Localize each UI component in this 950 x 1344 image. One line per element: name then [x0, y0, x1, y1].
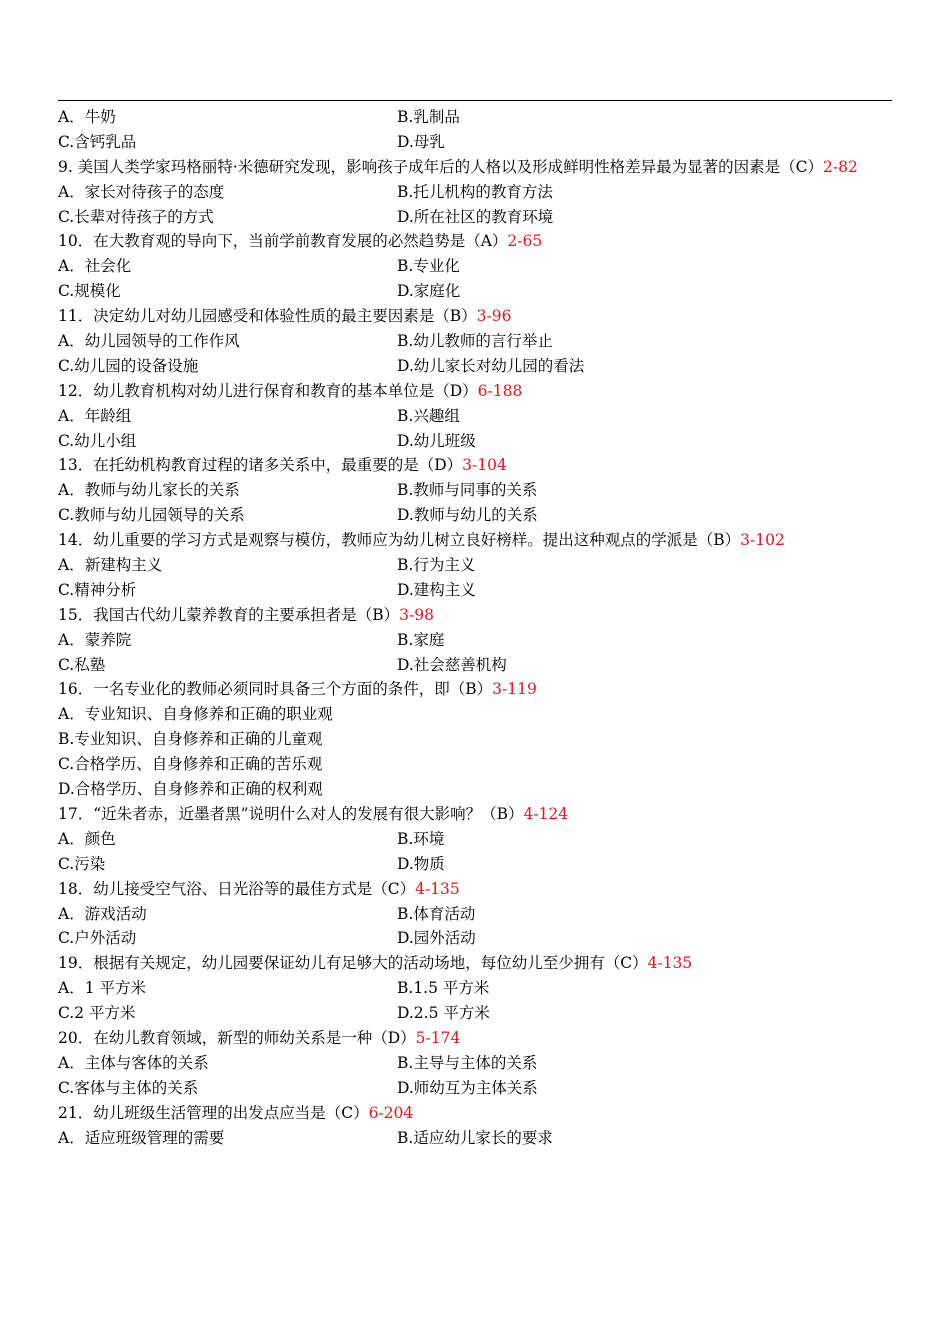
page-reference: 2-65: [507, 232, 543, 251]
header-rule: [58, 100, 892, 101]
option-left: C.污染: [58, 854, 106, 873]
question-stem: [58, 677, 898, 702]
option-row: [58, 180, 898, 205]
option-row: [58, 628, 898, 653]
page-reference: 6-204: [368, 1103, 414, 1122]
option-left: C.规模化: [58, 282, 121, 301]
option-row: [58, 1076, 898, 1101]
option-right: D.幼儿班级: [397, 431, 476, 450]
option-right: D.园外活动: [397, 929, 476, 948]
option-left: A．蒙养院: [58, 630, 132, 649]
option-right: D.所在社区的教育环境: [397, 207, 554, 226]
option-left: C.幼儿小组: [58, 431, 137, 450]
question-text: 12．幼儿教育机构对幼儿进行保育和教育的基本单位是（D）: [58, 381, 478, 400]
question-stem: [58, 1026, 898, 1051]
option-row: [58, 702, 898, 727]
question-stem: [58, 304, 898, 329]
option-right: B.环境: [397, 829, 445, 848]
question-text: 18．幼儿接受空气浴、日光浴等的最佳方式是（C）: [58, 879, 416, 898]
option-row: [58, 752, 898, 777]
option-row: [58, 130, 898, 155]
option-right: D.母乳: [397, 132, 445, 151]
option-row: [58, 329, 898, 354]
question-list: [58, 105, 898, 1150]
option-right: D.社会慈善机构: [397, 655, 507, 674]
option-right: B.托儿机构的教育方法: [397, 182, 553, 201]
question-stem: [58, 951, 898, 976]
question-stem: [58, 453, 898, 478]
option-right: D.幼儿家长对幼儿园的看法: [397, 356, 585, 375]
option-left: A．社会化: [58, 257, 132, 276]
question-text: 13．在托幼机构教育过程的诸多关系中，最重要的是（D）: [58, 456, 463, 475]
question-stem: [58, 1101, 898, 1126]
question-stem: [58, 379, 898, 404]
option-row: [58, 279, 898, 304]
page-reference: 5-174: [415, 1028, 461, 1047]
option-left: A．主体与客体的关系: [58, 1053, 209, 1072]
option-left: A．幼儿园领导的工作作风: [58, 332, 240, 351]
option-left: C.户外活动: [58, 929, 137, 948]
option-left: A．适应班级管理的需要: [58, 1128, 225, 1147]
page-reference: 6-188: [477, 381, 523, 400]
option-full: A．专业知识、自身修养和正确的职业观: [58, 705, 333, 724]
question-text: 20．在幼儿教育领域，新型的师幼关系是一种（D）: [58, 1028, 416, 1047]
option-row: [58, 205, 898, 230]
page-reference: 3-104: [462, 456, 507, 475]
page-reference: 4-135: [647, 954, 693, 973]
option-full: C.合格学历、自身修养和正确的苦乐观: [58, 755, 323, 774]
option-row: [58, 254, 898, 279]
option-left: C.2 平方米: [58, 1004, 136, 1023]
option-left: C.精神分析: [58, 580, 137, 599]
option-right: D.教师与幼儿的关系: [397, 506, 538, 525]
option-row: [58, 105, 898, 130]
option-row: [58, 578, 898, 603]
option-row: [58, 478, 898, 503]
option-right: B.幼儿教师的言行举止: [397, 332, 553, 351]
option-left: A．颜色: [58, 829, 116, 848]
option-left: A．牛奶: [58, 108, 116, 126]
option-row: [58, 429, 898, 454]
option-right: B.体育活动: [397, 904, 476, 923]
option-right: D.家庭化: [397, 282, 461, 301]
option-left: C.教师与幼儿园领导的关系: [58, 506, 245, 525]
option-right: B.行为主义: [397, 556, 476, 575]
page-reference: 3-98: [399, 605, 434, 624]
option-full: B.专业知识、自身修养和正确的儿童观: [58, 730, 323, 749]
option-row: [58, 852, 898, 877]
option-left: A．教师与幼儿家长的关系: [58, 481, 240, 500]
option-row: [58, 1051, 898, 1076]
question-stem: [58, 528, 898, 553]
option-right: B.专业化: [397, 257, 460, 276]
option-right: B.适应幼儿家长的要求: [397, 1128, 553, 1147]
page-reference: 3-96: [476, 307, 512, 326]
option-left: C.长辈对待孩子的方式: [58, 207, 214, 226]
page-reference: 4-124: [523, 804, 569, 823]
question-text: 15．我国古代幼儿蒙养教育的主要承担者是（B）: [58, 605, 400, 624]
question-text: 9. 美国人类学家玛格丽特·米德研究发现，影响孩子成年后的人格以及形成鲜明性格差异最为显著的因素是（C）: [58, 157, 824, 176]
option-right: B.乳制品: [397, 108, 460, 126]
option-right: B.教师与同事的关系: [397, 481, 538, 500]
option-right: B.兴趣组: [397, 406, 460, 425]
option-full: D.合格学历、自身修养和正确的权利观: [58, 780, 323, 799]
option-row: [58, 777, 898, 802]
question-stem: [58, 877, 898, 902]
question-text: 10．在大教育观的导向下，当前学前教育发展的必然趋势是（A）: [58, 232, 508, 251]
option-row: [58, 902, 898, 927]
page-reference: 3-102: [740, 531, 785, 550]
option-right: D.师幼互为主体关系: [397, 1078, 538, 1097]
question-text: 19．根据有关规定，幼儿园要保证幼儿有足够大的活动场地，每位幼儿至少拥有（C）: [58, 954, 648, 973]
question-stem: [58, 155, 898, 180]
page-reference: 4-135: [415, 879, 460, 898]
option-left: A．年龄组: [58, 406, 132, 425]
question-text: 17．“近朱者赤，近墨者黑”说明什么对人的发展有很大影响？（B）: [58, 804, 524, 823]
option-row: [58, 1001, 898, 1026]
option-left: C.私塾: [58, 655, 106, 674]
question-stem: [58, 229, 898, 254]
option-row: [58, 503, 898, 528]
option-left: A．家长对待孩子的态度: [58, 182, 225, 201]
option-row: [58, 404, 898, 429]
option-left: A．新建构主义: [58, 556, 163, 575]
question-stem: [58, 603, 898, 628]
option-right: B.主导与主体的关系: [397, 1053, 538, 1072]
option-right: D.建构主义: [397, 580, 476, 599]
option-left: A．游戏活动: [58, 904, 147, 923]
option-row: [58, 1126, 898, 1151]
question-text: 11．决定幼儿对幼儿园感受和体验性质的最主要因素是（B）: [58, 307, 477, 326]
question-stem: [58, 802, 898, 827]
option-right: D.物质: [397, 854, 445, 873]
option-right: B.1.5 平方米: [397, 979, 490, 998]
question-text: 16．一名专业化的教师必须同时具备三个方面的条件，即（B）: [58, 680, 493, 699]
option-left: C.幼儿园的设备设施: [58, 356, 199, 375]
option-row: [58, 553, 898, 578]
option-row: [58, 976, 898, 1001]
option-left: C.客体与主体的关系: [58, 1078, 199, 1097]
option-left: C.含钙乳品: [58, 132, 137, 151]
page-reference: 2-82: [823, 157, 858, 176]
option-left: A．1 平方米: [58, 979, 146, 998]
option-row: [58, 727, 898, 752]
question-text: 21．幼儿班级生活管理的出发点应当是（C）: [58, 1103, 369, 1122]
question-text: 14．幼儿重要的学习方式是观察与模仿，教师应为幼儿树立良好榜样。提出这种观点的学派是（B）: [58, 531, 741, 550]
option-right: D.2.5 平方米: [397, 1004, 490, 1023]
option-row: [58, 827, 898, 852]
option-row: [58, 354, 898, 379]
option-row: [58, 926, 898, 951]
option-row: [58, 653, 898, 678]
page-reference: 3-119: [492, 680, 537, 699]
option-right: B.家庭: [397, 630, 445, 649]
